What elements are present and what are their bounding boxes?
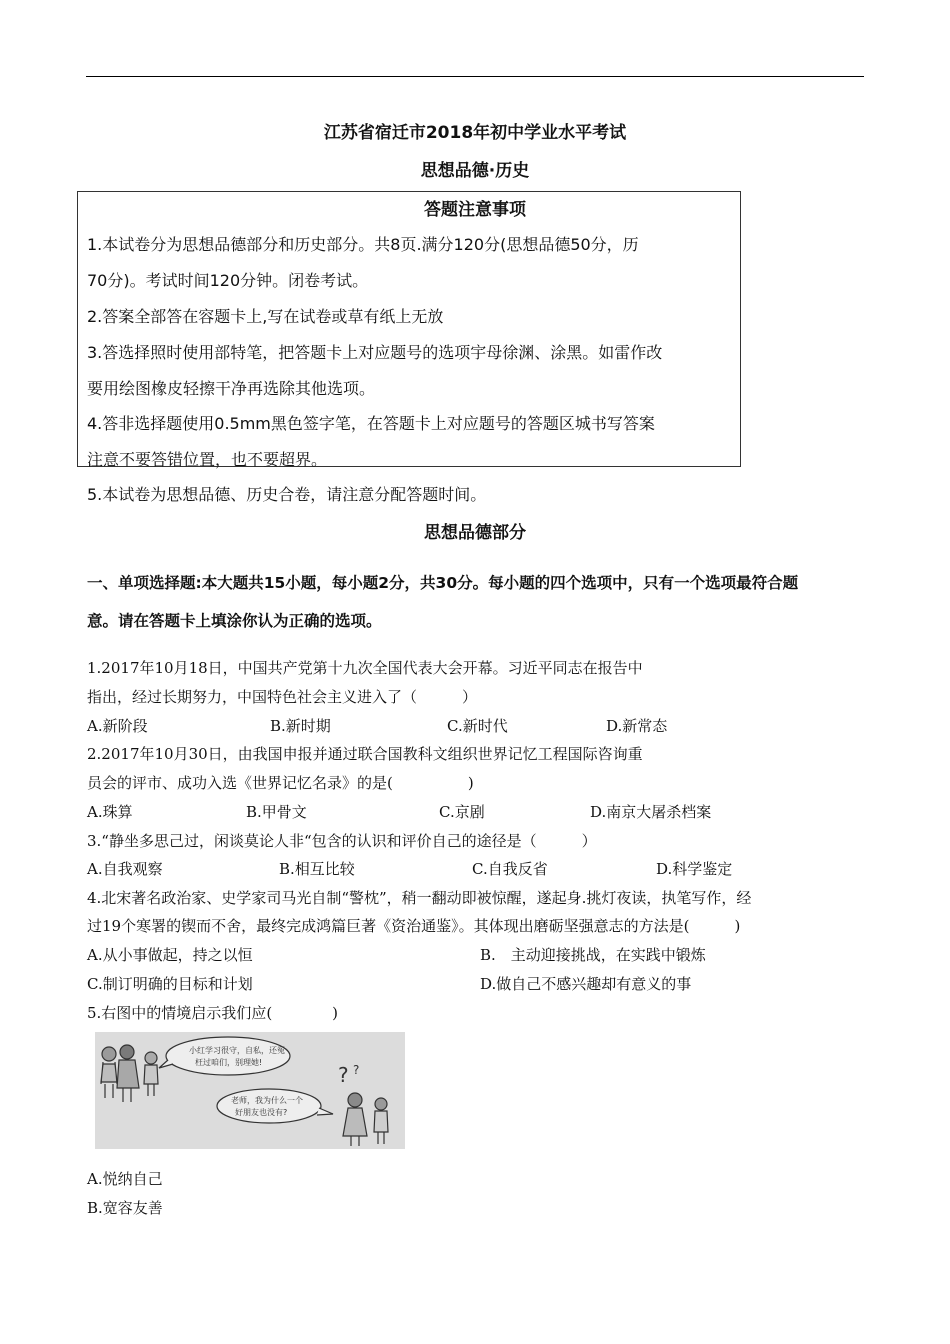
question-4-stem: 4.北宋著名政治家、史学家司马光自制“警枕”，稍一翻动即被惊醒，遂起身.挑灯夜读，执笔写作，经: [87, 889, 752, 907]
question-3-option-d: D.科学鉴定: [656, 860, 733, 878]
notice-line: 1.本试卷分为思想品德部分和历史部分。共8页.满分120分(思想品德50分，历: [87, 235, 639, 254]
notice-line: 3.答选择照时使用部特笔，把答题卡上对应题号的选项宇母徐渊、涂黑。如雷作改: [87, 343, 663, 362]
bubble-1-text: 小红学习很守，自私，还冤: [189, 1046, 285, 1055]
question-2-option-c: C.京剧: [439, 803, 485, 821]
section-title: 思想品德部分: [424, 523, 526, 543]
question-3-option-a: A.自我观察: [87, 860, 163, 878]
question-1-stem: 1.2017年10月18日，中国共产党第十九次全国代表大会开幕。习近平同志在报告中: [87, 659, 643, 677]
question-1-option-a: A.新阶段: [87, 717, 148, 735]
notice-heading: 答题注意事项: [424, 200, 526, 220]
section-instruction: 意。请在答题卡上填涂你认为正确的选项。: [87, 612, 382, 630]
exam-title: 江苏省宿迁市2018年初中学业水平考试: [323, 123, 627, 143]
question-5-cartoon-image: [95, 1032, 405, 1149]
notice-line: 2.答案全部答在容题卡上,写在试卷或草有纸上无放: [87, 307, 444, 326]
question-5-stem: 5.右图中的情境启示我们应( ): [87, 1004, 339, 1022]
notice-line: 4.答非选择题使用0.5mm黑色签字笔，在答题卡上对应题号的答题区城书写答案: [87, 414, 655, 433]
notice-line: 5.本试卷为思想品德、历史合卷，请注意分配答题时间。: [87, 485, 487, 504]
section-instruction: 一、单项选择题:本大题共15小题，每小题2分，共30分。每小题的四个选项中，只有一个选项最符合题: [87, 574, 799, 592]
question-2-stem: 员会的评市、成功入选《世界记忆名录》的是( ): [87, 774, 474, 792]
question-2-option-b: B.甲骨文: [246, 803, 307, 821]
header-rule: [86, 76, 864, 77]
notice-line: 注意不要答错位置，也不要超界。: [87, 450, 328, 469]
question-5-option-b: B.宽容友善: [87, 1199, 163, 1217]
question-1-option-b: B.新时期: [270, 717, 331, 735]
question-3-option-c: C.自我反省: [472, 860, 548, 878]
question-2-option-d: D.南京大屠杀档案: [590, 803, 712, 821]
bubble-1-text: 枉过咱们，别理她!: [195, 1058, 263, 1067]
notice-line: 70分)。考试时间120分钟。闭卷考试。: [87, 271, 369, 290]
question-2-option-a: A.珠算: [87, 803, 133, 821]
question-4-option-c: C.制订明确的目标和计划: [87, 975, 253, 993]
exam-subtitle: 思想品德·历史: [420, 161, 530, 181]
question-1-option-d: D.新常态: [606, 717, 668, 735]
question-5-option-a: A.悦纳自己: [87, 1170, 163, 1188]
question-2-stem: 2.2017年10月30日，由我国申报并通过联合国教科文组织世界记忆工程国际咨询重: [87, 745, 643, 763]
question-4-option-d: D.做自己不感兴趣却有意义的事: [480, 975, 692, 993]
bubble-2-text: 好朋友也没有?: [235, 1108, 288, 1117]
question-4-option-a: A.从小事做起，持之以恒: [87, 946, 253, 964]
question-4-stem: 过19个寒署的锲而不舍，最终完成鸿篇巨著《资治通鉴》。其体现出磨砺坚强意志的方法是( ): [87, 917, 741, 935]
question-1-option-c: C.新时代: [447, 717, 508, 735]
question-4-option-b: B. 主动迎接挑战，在实践中锻炼: [480, 946, 706, 964]
question-3-option-b: B.相互比较: [279, 860, 355, 878]
question-1-stem: 指出，经过长期努力，中国特色社会主义进入了（ ）: [87, 688, 478, 706]
bubble-2-text: 老师，我为什么一个: [231, 1096, 303, 1105]
notice-line: 要用绘图橡皮轻擦干净再选除其他选项。: [87, 379, 376, 398]
svg-text:?: ?: [338, 1063, 349, 1087]
question-3-stem: 3.“静坐多思己过，闲谈莫论人非“包含的认识和评价自己的途径是（ ）: [87, 832, 597, 850]
svg-text:?: ?: [353, 1063, 360, 1077]
